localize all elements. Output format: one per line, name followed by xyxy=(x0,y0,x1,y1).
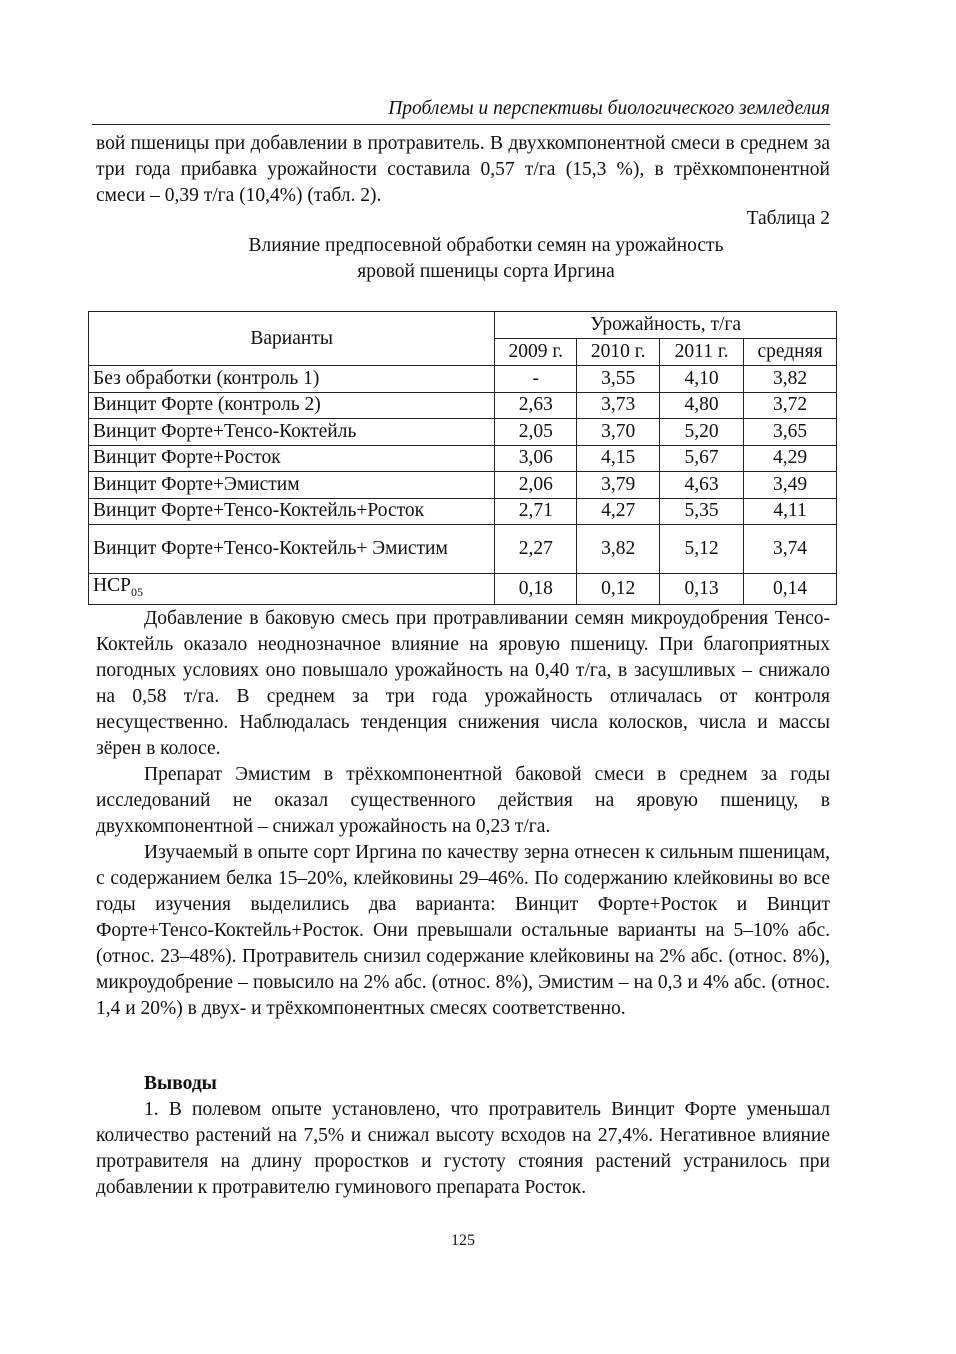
variant-name: Винцит Форте+Тенсо-Коктейль+ Эмистим xyxy=(89,525,495,574)
yield-cell: 5,35 xyxy=(660,498,744,525)
col-header-yield: Урожайность, т/га xyxy=(495,312,837,339)
yield-cell: 2,63 xyxy=(495,392,577,419)
col-header-year: 2010 г. xyxy=(577,339,660,366)
yield-cell: 4,80 xyxy=(660,392,744,419)
col-header-year: 2009 г. xyxy=(495,339,577,366)
table-title-line-1: Влияние предпосевной обработки семян на урожайность xyxy=(248,235,724,256)
yield-cell: 5,67 xyxy=(660,445,744,472)
table-header-row xyxy=(89,312,837,339)
yield-cell: 3,55 xyxy=(577,366,660,393)
yield-cell: 4,27 xyxy=(577,498,660,525)
variant-name: Винцит Форте+Росток xyxy=(89,445,495,472)
yield-cell: 5,12 xyxy=(660,525,744,574)
conclusion-item: 1. В полевом опыте установлено, что протравитель Винцит Форте уменьшал количество растений на 7,5% и снижал высоту всходов на 27,4%. Негативное влияние протравителя на длину проростков и густоту стояния растений устранилось при добавлении к протравителю гуминового препарата Росток. xyxy=(96,1099,830,1198)
variant-name: Без обработки (контроль 1) xyxy=(89,366,495,393)
intro-paragraph: вой пшеницы при добавлении в протравитель. В двухкомпонентной смеси в среднем за три года прибавка урожайности составила 0,57 т/га (15,3 %), в трёхкомпонентной смеси – 0,39 т/га (10,4%) (табл. 2). xyxy=(96,133,830,206)
running-header: Проблемы и перспективы биологического земледелия xyxy=(92,96,830,125)
yield-cell: 3,82 xyxy=(577,525,660,574)
body-paragraph: Препарат Эмистим в трёхкомпонентной баковой смеси в среднем за годы исследований не оказал существенного действия на яровую пшеницу, в двухкомпонентной – снижал урожайность на 0,23 т/га. xyxy=(96,764,830,837)
conclusions-title: Выводы xyxy=(144,1073,217,1094)
yield-cell: 2,71 xyxy=(495,498,577,525)
yield-cell: 3,72 xyxy=(744,392,837,419)
col-header-year: 2011 г. xyxy=(660,339,744,366)
yield-cell: 3,49 xyxy=(744,472,837,499)
lsd-label-subscript: 05 xyxy=(130,584,143,599)
yield-cell: 3,82 xyxy=(744,366,837,393)
yield-cell: 4,10 xyxy=(660,366,744,393)
col-header-variant: Варианты xyxy=(89,312,495,366)
table-title xyxy=(96,233,876,285)
table-row-lsd xyxy=(89,574,837,605)
lsd-cell: 0,14 xyxy=(744,574,837,605)
yield-cell: 3,79 xyxy=(577,472,660,499)
yield-cell: 2,06 xyxy=(495,472,577,499)
yield-cell: 3,06 xyxy=(495,445,577,472)
body-paragraph: Добавление в баковую смесь при протравливании семян микроудобрения Тенсо-Коктейль оказало неоднозначное влияние на яровую пшеницу. При благоприятных погодных условиях оно повышало урожайность на 0,40 т/га, в засушливых – снижало на 0,58 т/га. В среднем за три года урожайность отличалась от контроля несущественно. Наблюдалась тенденция снижения числа колосков, числа и массы зёрен в колосе. xyxy=(96,608,830,759)
variant-name: Винцит Форте+Тенсо-Коктейль+Росток xyxy=(89,498,495,525)
table-row xyxy=(89,498,837,525)
table-title-line-2: яровой пшеницы сорта Иргина xyxy=(357,261,615,282)
variant-name: Винцит Форте (контроль 2) xyxy=(89,392,495,419)
lsd-cell: 0,12 xyxy=(577,574,660,605)
yield-cell: 4,11 xyxy=(744,498,837,525)
lsd-label-text: НСР xyxy=(93,575,131,596)
col-header-average: средняя xyxy=(744,339,837,366)
yield-cell: 5,20 xyxy=(660,419,744,446)
table-row xyxy=(89,472,837,499)
variant-name: Винцит Форте+Тенсо-Коктейль xyxy=(89,419,495,446)
page-number: 125 xyxy=(451,1232,475,1249)
table-row xyxy=(89,419,837,446)
lsd-cell: 0,18 xyxy=(495,574,577,605)
table-label: Таблица 2 xyxy=(746,208,830,229)
yield-cell: 2,27 xyxy=(495,525,577,574)
table-row xyxy=(89,392,837,419)
yield-cell: 4,63 xyxy=(660,472,744,499)
lsd-label xyxy=(89,574,495,605)
variant-name: Винцит Форте+Эмистим xyxy=(89,472,495,499)
yield-cell: 4,29 xyxy=(744,445,837,472)
yield-cell: 3,65 xyxy=(744,419,837,446)
yield-table xyxy=(88,311,837,605)
table-row xyxy=(89,366,837,393)
body-paragraph: Изучаемый в опыте сорт Иргина по качеству зерна отнесен к сильным пшеницам, с содержанием белка 15–20%, клейковины 29–46%. По содержанию клейковины во все годы изучения выделились два варианта: Винцит Форте+Росток и Винцит Форте+Тенсо-Коктейль+Росток. Они превышали остальные варианты на 5–10% абс. (относ. 23–48%). Протравитель снизил содержание клейковины на 2% абс. (относ. 8%), микроудобрение – повысило на 2% абс. (относ. 8%), Эмистим – на 0,3 и 4% абс. (относ. 1,4 и 20%) в двух- и трёхкомпонентных смесях соответственно. xyxy=(96,842,830,1019)
yield-cell: 3,70 xyxy=(577,419,660,446)
yield-cell: 3,73 xyxy=(577,392,660,419)
yield-cell: 4,15 xyxy=(577,445,660,472)
lsd-cell: 0,13 xyxy=(660,574,744,605)
yield-cell: - xyxy=(495,366,577,393)
yield-cell: 3,74 xyxy=(744,525,837,574)
table-row xyxy=(89,445,837,472)
table-row xyxy=(89,525,837,574)
yield-cell: 2,05 xyxy=(495,419,577,446)
